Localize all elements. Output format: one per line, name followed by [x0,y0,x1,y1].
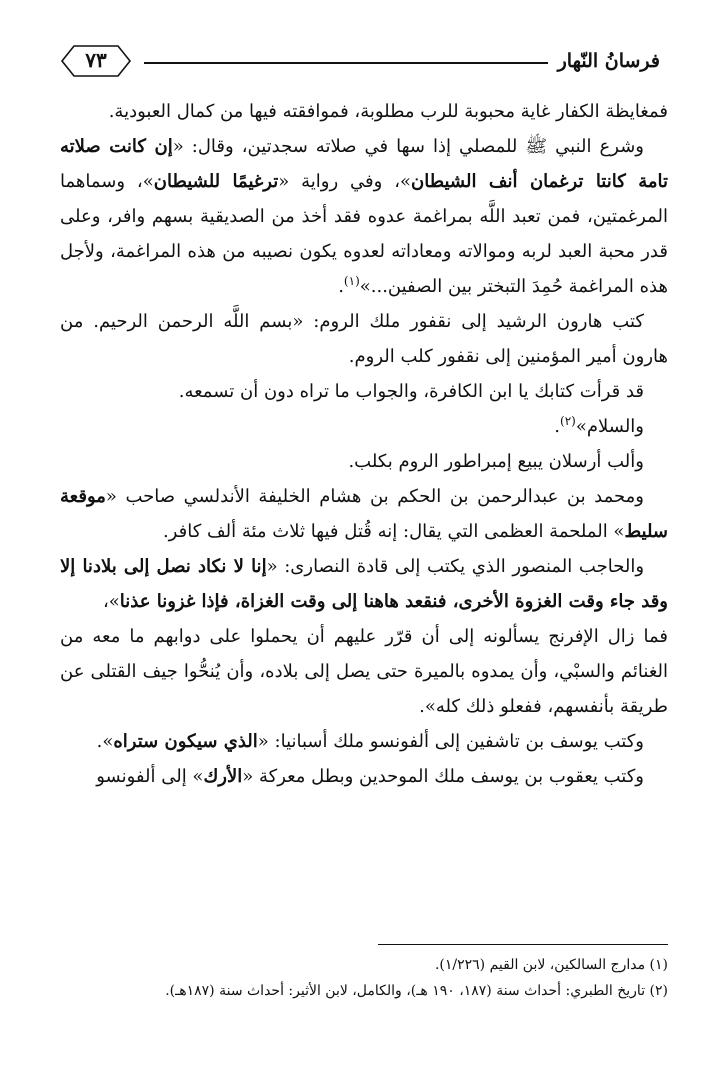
footnote-ref-1[interactable]: (١) [343,274,360,288]
running-title: فرسانُ النّهار [557,50,660,72]
paragraph-10 [60,724,668,759]
paragraph-1-text: فمغايظة الكفار غاية محبوبة للرب مطلوبة، فموافقته فيها من كمال العبودية. [108,101,668,122]
paragraph-2-text-c: »، وسماهما المرغمتين، فمن تعبد اللَّه بمراغمة عدوه فقد أخذ من الصديقية بسهم وافر، وعلى قدر محبة العبد لربه وموالاته ومعاداته لعدوه يكون نصيبه من هذه المراغمة، ولأجل هذه المراغمة حُمِدَ التبختر بين الصفين...» [60,171,668,297]
paragraph-11 [60,759,668,794]
battle-name-alarcos: الأرك [203,766,243,787]
paragraph-2-text-a: وشرع النبي ﷺ للمصلي إذا سها في صلاته سجدتين، وقال: « [172,136,644,157]
paragraph-3-text: كتب هارون الرشيد إلى نقفور ملك الروم: «بسم اللَّه الرحمن الرحيم. من هارون أمير المؤمنين إلى نقفور كلب الروم. [60,311,668,367]
footnote-2: (٢) تاريخ الطبري: أحداث سنة (١٨٧، ١٩٠ هـ)، والكامل، لابن الأثير: أحداث سنة (١٨٧هـ). [165,983,668,999]
yusuf-quote: الذي سيكون ستراه [113,731,258,752]
page-number-frame [60,44,132,78]
header-rule [144,62,548,64]
paragraph-4 [60,374,668,409]
paragraph-3 [60,304,668,374]
paragraph-7-text-a: ومحمد بن عبدالرحمن بن الحكم بن هشام الخليفة الأندلسي صاحب « [105,486,644,507]
paragraph-9-text: فما زال الإفرنج يسألونه إلى أن قرّر عليهم أن يحملوا على دوابهم ما معه من الغنائم والسبْي، وأن يمدوه بالميرة حتى يصل إلى بلاده، وأن يُنحُّوا جيف القتلى عن طريقة بأنفسهم، ففعلو ذلك كله» [60,626,669,717]
paragraph-2-text-b: »، وفي رواية « [278,171,412,192]
hadith-variant-quote: ترغيمًا للشيطان [153,171,279,192]
paragraph-8-text-b: »، [102,591,120,612]
battle-name-salit: موقعة سليط [60,486,668,542]
paragraph-11-text-a: وكتب يعقوب بن يوسف ملك الموحدين وبطل معركة « [242,766,644,787]
paragraph-6-text: وألب أرسلان يبيع إمبراطور الروم بكلب. [348,451,644,472]
paragraph-5-text: والسلام» [575,416,644,437]
paragraph-5-end: . [554,416,561,437]
paragraph-2 [60,129,668,304]
footnote-ref-2[interactable]: (٢) [560,414,576,428]
page-header [60,40,668,84]
paragraph-7-text-b: » الملحمة العظمى التي يقال: إنه قُتل فيها ثلاث مئة ألف كافر. [162,521,625,542]
paragraph-4-text: قد قرأت كتابك يا ابن الكافرة، والجواب ما تراه دون أن تسمعه. [178,381,644,402]
paragraph-9-end: . [419,696,425,717]
paragraph-10-text-b: ». [96,731,114,752]
page-number: ٧٣ [85,48,107,72]
mansur-quote: إنا لا نكاد نصل إلى بلادنا إلا وقد جاء وقت الغزوة الأخرى، فنقعد هاهنا إلى وقت الغزاة، فإذا غزونا عذنا [60,556,668,612]
footnote-separator [378,944,668,945]
paragraph-7 [60,479,668,549]
paragraph-8 [60,549,668,619]
main-text [60,94,668,794]
paragraph-11-text-b: » إلى ألفونسو [96,766,204,787]
paragraph-5 [60,409,668,444]
paragraph-2-end: . [338,276,344,297]
paragraph-6 [60,444,668,479]
paragraph-10-text-a: وكتب يوسف بن تاشفين إلى ألفونسو ملك أسبانيا: « [257,731,644,752]
footnote-1: (١) مدارج السالكين، لابن القيم (١/٢٢٦). [434,957,668,973]
paragraph-1 [60,94,668,129]
paragraph-8-text-a: والحاجب المنصور الذي يكتب إلى قادة النصارى: « [266,556,645,577]
hadith-quote: إن كانت صلاته تامة كانتا ترغمان أنف الشيطان [60,136,668,192]
paragraph-9 [60,619,668,724]
footnotes [60,952,668,1004]
